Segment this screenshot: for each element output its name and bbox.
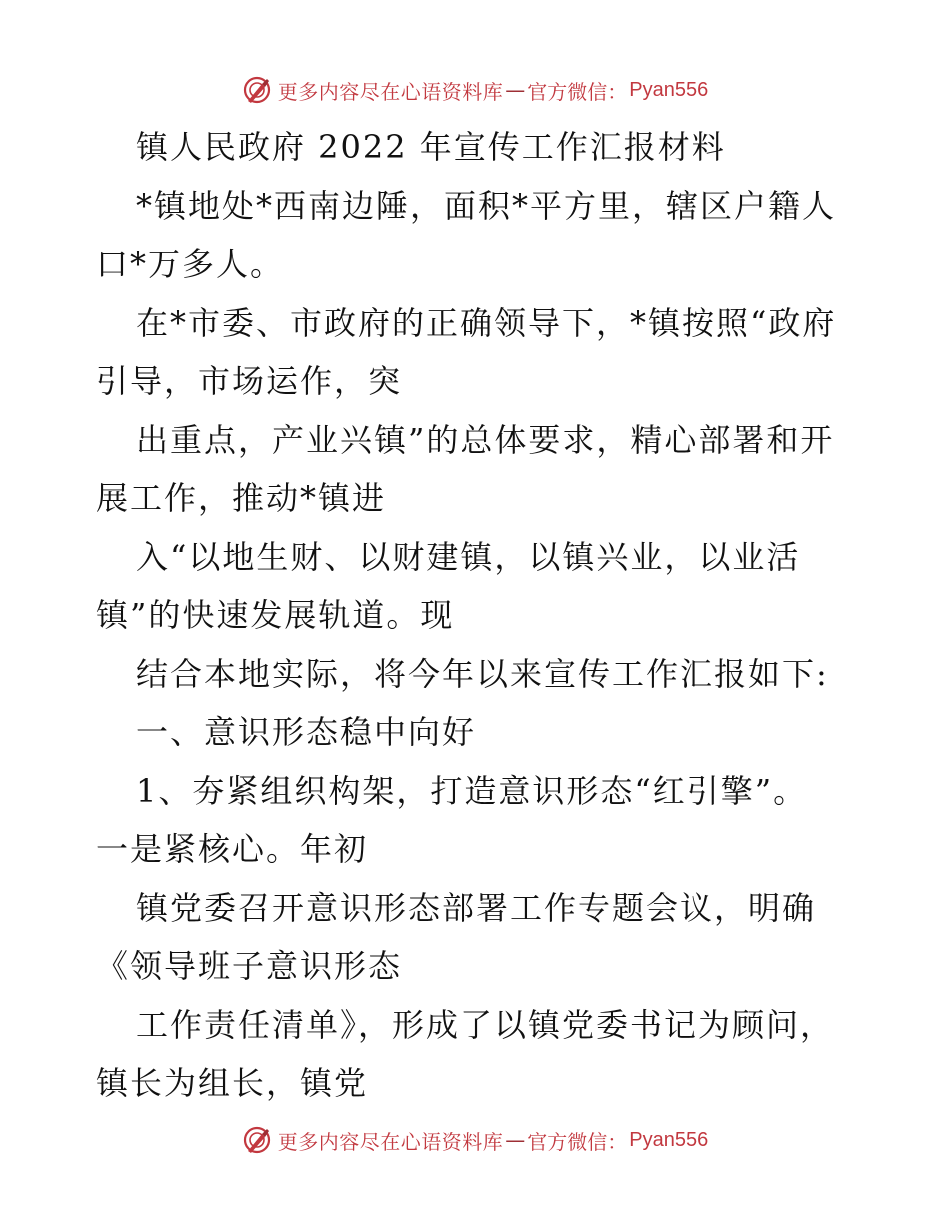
banner-separator: —	[505, 78, 526, 102]
text-line: 出重点，产业兴镇”的总体要求，精心部署和开	[136, 420, 835, 459]
text-line: 一、意识形态稳中向好	[136, 713, 477, 751]
header-banner	[0, 70, 950, 110]
text-line: 镇”的快速发展轨道。现	[96, 596, 455, 634]
banner-wechat-label: 官方微信：	[527, 79, 628, 104]
banner-separator: —	[505, 1128, 526, 1152]
footer-banner	[0, 1120, 950, 1160]
banner-wechat-id: Pyan556	[629, 1128, 709, 1151]
banner-wechat-id: Pyan556	[629, 78, 709, 101]
text-line: 《领导班子意识形态	[96, 947, 403, 985]
banner-main-text: 更多内容尽在心语资料库	[277, 1129, 504, 1154]
text-line: 引导，市场运作，突	[96, 362, 403, 400]
text-line: 镇人民政府 2022 年宣传工作汇报材料	[136, 128, 726, 166]
brand-logo-icon	[242, 75, 272, 105]
text-line: *镇地处*西南边陲，面积*平方里，辖区户籍人	[136, 186, 837, 225]
text-line: 镇长为组长，镇党	[96, 1064, 369, 1102]
text-line: 展工作，推动*镇进	[96, 479, 387, 517]
text-line: 一是紧核心。年初	[96, 830, 369, 868]
banner-main-text: 更多内容尽在心语资料库	[277, 79, 504, 104]
brand-logo-icon	[242, 1125, 272, 1155]
text-line: 结合本地实际，将今年以来宣传工作汇报如下:	[136, 654, 829, 693]
text-line: 在*市委、市政府的正确领导下，*镇按照“政府	[136, 303, 837, 342]
text-line: 镇党委召开意识形态部署工作专题会议，明确	[136, 888, 817, 927]
text-line: 1、夯紧组织构架，打造意识形态“红引擎”。	[136, 771, 808, 810]
text-line: 工作责任清单》，形成了以镇党委书记为顾问，	[136, 1005, 835, 1044]
banner-wechat-label: 官方微信：	[527, 1129, 628, 1154]
document-body	[96, 118, 856, 1113]
text-line: 入“以地生财、以财建镇，以镇兴业，以业活	[136, 537, 801, 576]
text-line: 口*万多人。	[96, 245, 285, 283]
